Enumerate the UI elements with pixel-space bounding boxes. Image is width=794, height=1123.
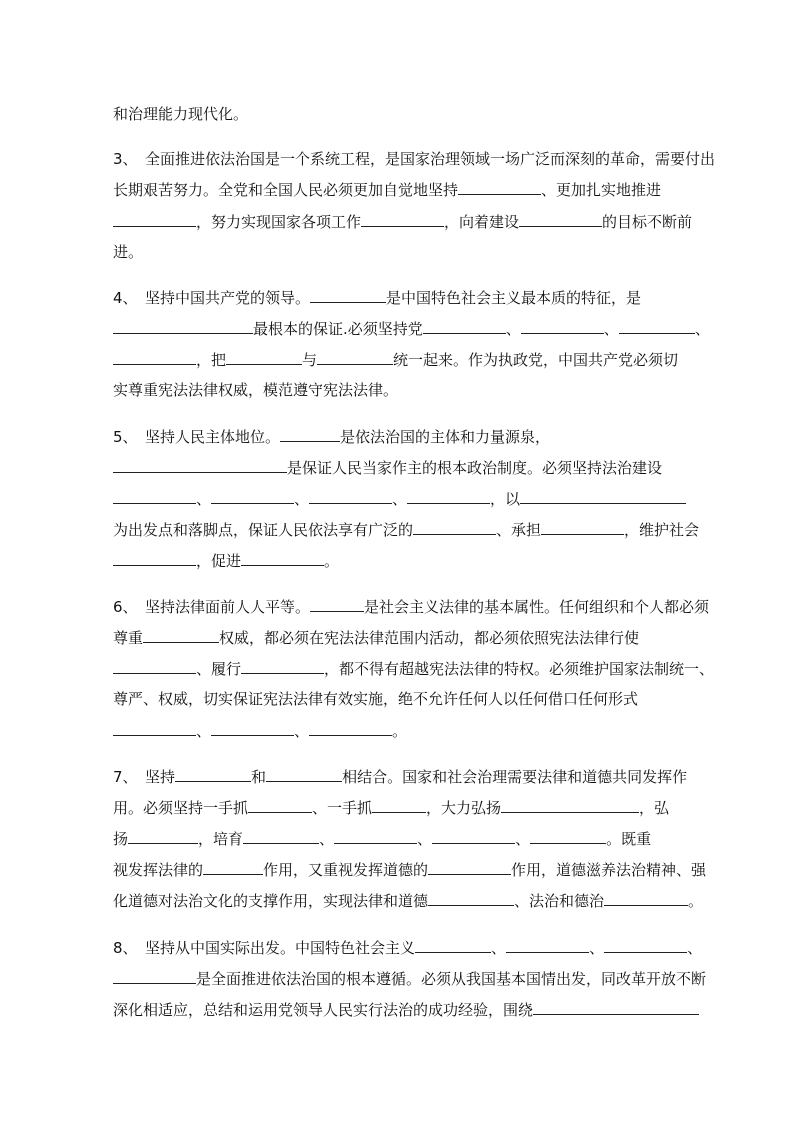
item-6-line-1: 6、 坚持法律面前人人平等。 是社会主义法律的基本属性。任何组织和个人都必须 <box>113 598 710 616</box>
blank[interactable] <box>423 318 506 334</box>
blank[interactable] <box>143 627 219 643</box>
blank[interactable] <box>619 318 695 334</box>
blank[interactable] <box>248 797 312 813</box>
item-8-line-3: 深化相适应，总结和运用党领导人民实行法治的成功经验，围绕 <box>113 999 703 1020</box>
blank[interactable] <box>506 937 589 953</box>
item-3-line-1: 3、 全面推进依法治国是一个系统工程，是国家治理领域一场广泛而深刻的革命，需要付出 <box>113 150 716 168</box>
blank[interactable] <box>413 519 496 535</box>
item-4-line-2: 最根本的保证.必须坚持党 、 、 、 <box>113 318 703 339</box>
blank[interactable] <box>415 937 491 953</box>
blank[interactable] <box>310 287 386 303</box>
item-7-line-2: 用。必须坚持一手抓 、一手抓 ，大力弘扬 ，弘 <box>113 799 670 817</box>
blank[interactable] <box>334 828 417 844</box>
blank[interactable] <box>309 488 392 504</box>
item-7-line-3: 扬 ，培育 、 、 、 。既重 <box>113 830 652 848</box>
item-3-line-3: ，努力实现国家各项工作 ，向着建设 的目标不断前 <box>113 211 703 232</box>
blank[interactable] <box>280 426 340 442</box>
item-3-line-2: 长期艰苦努力。全党和全国人民必须更加自觉地坚持 、更加扎实地推进 <box>113 181 662 199</box>
item-7-line-5: 化道德对法治文化的支撑作用，实现法律和道德 、法治和德治 。 <box>113 892 704 910</box>
blank[interactable] <box>519 211 602 227</box>
blank[interactable] <box>428 859 511 875</box>
item-5-line-2: 是保证人民当家作主的根本政治制度。必须坚持法治建设 <box>113 457 703 478</box>
blank[interactable] <box>211 720 294 736</box>
item-5-line-3: 、 、 、 ，以 <box>113 488 703 509</box>
item-6-line-3: 、履行 ，都不得有超越宪法法律的特权。必须维护国家法制统一、 <box>113 658 703 679</box>
blank[interactable] <box>113 550 196 566</box>
blank[interactable] <box>432 828 515 844</box>
blank[interactable] <box>211 488 294 504</box>
blank[interactable] <box>113 211 196 227</box>
blank[interactable] <box>128 828 198 844</box>
blank[interactable] <box>113 968 196 984</box>
blank[interactable] <box>113 488 196 504</box>
blank[interactable] <box>520 488 686 504</box>
blank[interactable] <box>203 859 263 875</box>
blank[interactable] <box>241 550 324 566</box>
item-8-line-1: 8、 坚持从中国实际出发。中国特色社会主义 、 、 、 <box>113 939 703 957</box>
paragraph-2-end: 和治理能力现代化。 <box>113 105 249 123</box>
blank[interactable] <box>113 349 196 365</box>
blank[interactable] <box>458 179 541 195</box>
item-8-line-2: 是全面推进依法治国的根本遵循。必须从我国基本国情出发，同改革开放不断 <box>113 968 703 989</box>
blank[interactable] <box>226 349 302 365</box>
item-4-line-3: ，把 与 统一起来。作为执政党，中国共产党必须切 <box>113 349 703 370</box>
blank[interactable] <box>175 766 251 782</box>
blank[interactable] <box>317 349 393 365</box>
blank[interactable] <box>428 890 514 906</box>
blank[interactable] <box>372 797 426 813</box>
blank[interactable] <box>530 828 606 844</box>
blank[interactable] <box>310 596 364 612</box>
blank[interactable] <box>113 457 287 473</box>
blank[interactable] <box>309 720 392 736</box>
blank[interactable] <box>407 488 490 504</box>
blank[interactable] <box>521 318 604 334</box>
item-6-line-5: 、 、 。 <box>113 720 703 741</box>
blank[interactable] <box>113 720 196 736</box>
blank[interactable] <box>501 797 639 813</box>
blank[interactable] <box>361 211 444 227</box>
blank[interactable] <box>541 519 624 535</box>
item-5-line-4: 为出发点和落脚点，保证人民依法享有广泛的 、承担 ，维护社会 <box>113 521 700 539</box>
blank[interactable] <box>533 999 699 1015</box>
item-5-line-5: ，促进 。 <box>113 550 703 571</box>
blank[interactable] <box>241 658 324 674</box>
blank[interactable] <box>243 828 319 844</box>
item-7-line-1: 7、 坚持 和 相结合。国家和社会治理需要法律和道德共同发挥作 <box>113 768 688 786</box>
blank[interactable] <box>113 658 196 674</box>
blank[interactable] <box>113 318 253 334</box>
blank[interactable] <box>604 937 687 953</box>
item-4-line-1: 4、 坚持中国共产党的领导。 是中国特色社会主义最本质的特征，是 <box>113 289 642 307</box>
item-5-line-1: 5、 坚持人民主体地位。 是依法治国的主体和力量源泉， <box>113 428 551 446</box>
item-7-line-4: 视发挥法律的 作用，又重视发挥道德的 作用，道德滋养法治精神、强 <box>113 861 707 879</box>
blank[interactable] <box>266 766 342 782</box>
item-3-line-4: 进。 <box>113 243 144 261</box>
item-6-line-2: 尊重 权威，都必须在宪法法律范围内活动，都必须依照宪法法律行使 <box>113 629 640 647</box>
item-4-line-4: 实尊重宪法法律权威，模范遵守宪法法律。 <box>113 381 399 399</box>
blank[interactable] <box>604 890 688 906</box>
item-6-line-4: 尊严、权威，切实保证宪法法律有效实施，绝不允许任何人以任何借口任何形式 <box>113 690 639 708</box>
